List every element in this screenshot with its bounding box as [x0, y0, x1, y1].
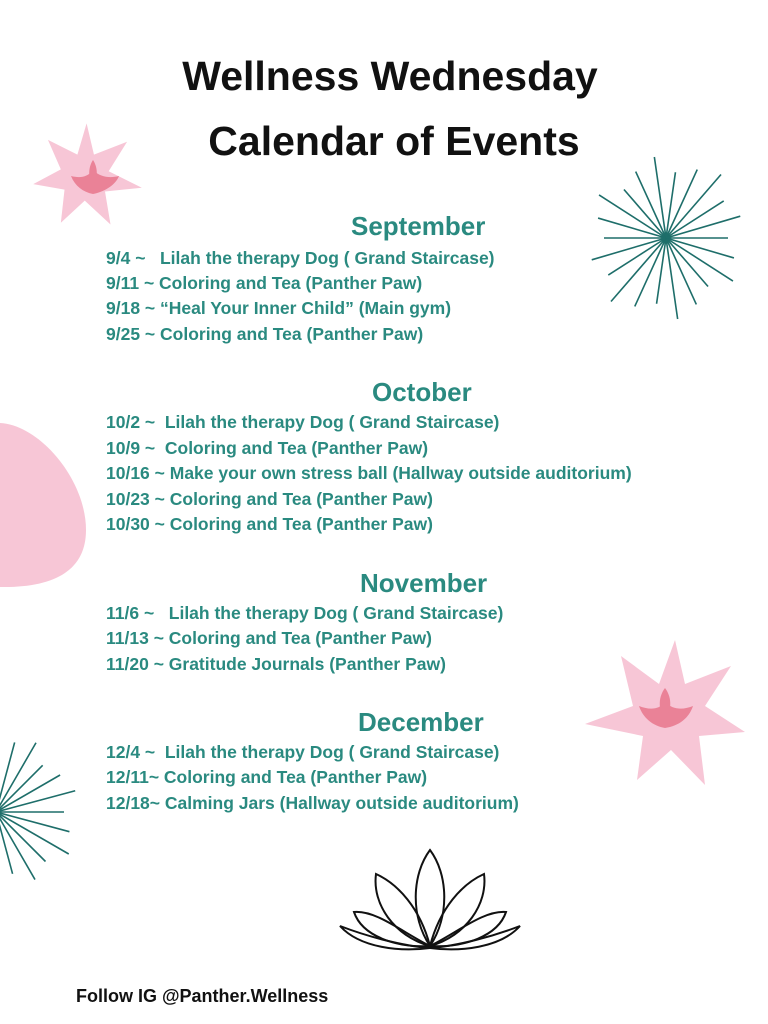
event-item: 12/4 ~ Lilah the therapy Dog ( Grand Staircase) [106, 742, 500, 762]
flower-icon [585, 640, 745, 785]
starburst-ray [0, 775, 60, 812]
event-item: 12/11~ Coloring and Tea (Panther Paw) [106, 767, 428, 787]
event-item: 10/2 ~ Lilah the therapy Dog ( Grand Staircase) [106, 412, 500, 432]
event-item: 9/25 ~ Coloring and Tea (Panther Paw) [106, 324, 424, 344]
event-item: 10/23 ~ Coloring and Tea (Panther Paw) [106, 489, 433, 509]
month-heading-november: November [360, 568, 488, 598]
event-item: 10/9 ~ Coloring and Tea (Panther Paw) [106, 438, 429, 458]
lotus-icon [336, 846, 526, 956]
page-title-line-1: Wellness Wednesday [182, 53, 598, 99]
event-item: 11/13 ~ Coloring and Tea (Panther Paw) [106, 628, 432, 648]
event-item: 12/18~ Calming Jars (Hallway outside auditorium) [106, 793, 519, 813]
starburst-ray [666, 216, 740, 238]
event-item: 11/6 ~ Lilah the therapy Dog ( Grand Staircase) [106, 603, 504, 623]
event-item: 10/30 ~ Coloring and Tea (Panther Paw) [106, 514, 433, 534]
starburst-ray [666, 238, 734, 258]
starburst-icon [570, 168, 750, 318]
starburst-ray [0, 791, 75, 812]
event-item: 9/11 ~ Coloring and Tea (Panther Paw) [106, 273, 423, 293]
month-heading-september: September [351, 211, 486, 241]
instagram-handle: Follow IG @Panther.Wellness [76, 986, 329, 1006]
event-item: 10/16 ~ Make your own stress ball (Hallway outside auditorium) [106, 463, 632, 483]
starburst-ray [0, 812, 69, 832]
pink-blob-shape [0, 420, 90, 590]
starburst-icon [0, 752, 80, 902]
starburst-ray [0, 812, 69, 854]
event-item: 9/18 ~ “Heal Your Inner Child” (Main gym) [106, 298, 452, 318]
month-heading-december: December [358, 707, 484, 737]
event-item: 9/4 ~ Lilah the therapy Dog ( Grand Staircase) [106, 248, 495, 268]
starburst-ray [592, 238, 666, 260]
starburst-ray [598, 218, 666, 238]
event-item: 11/20 ~ Gratitude Journals (Panther Paw) [106, 654, 446, 674]
page-title-line-2: Calendar of Events [208, 118, 580, 164]
month-heading-october: October [372, 377, 472, 407]
